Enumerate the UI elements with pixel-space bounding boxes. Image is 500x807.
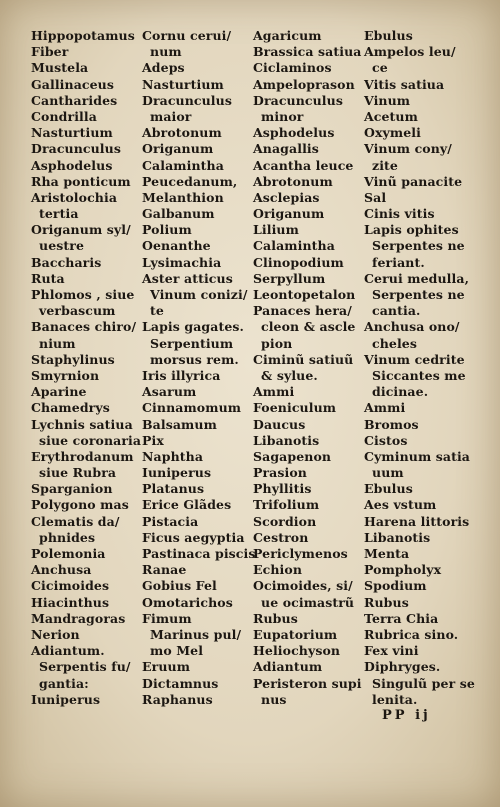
list-entry: zite: [372, 157, 398, 173]
list-entry: Bromos: [364, 416, 419, 432]
list-entry: Dracunculus: [253, 92, 343, 108]
list-entry: Cornu cerui/: [142, 28, 232, 43]
list-entry: feriant.: [372, 254, 425, 270]
list-entry: Ampeloprason: [253, 76, 355, 92]
list-entry: cleon & ascle: [261, 319, 356, 335]
list-entry: Serpyllum: [253, 270, 326, 286]
list-entry: Galbanum: [142, 206, 215, 222]
list-entry: Anchusa: [31, 562, 92, 578]
list-entry: Cinis vitis: [364, 206, 435, 222]
list-entry: Dracunculus: [142, 92, 232, 108]
list-entry: Melanthion: [142, 189, 224, 205]
list-entry: Serpentis fu/: [39, 659, 131, 675]
list-entry: Cinnamomum: [142, 400, 242, 416]
list-entry: siue coronaria: [39, 432, 142, 448]
list-entry: Rubus: [364, 594, 409, 610]
list-entry: ue ocimastrũ: [261, 594, 355, 610]
list-entry: Origanum: [253, 206, 325, 222]
list-entry: Polygono mas: [31, 497, 129, 513]
list-entry: Diphryges.: [364, 659, 441, 675]
list-entry: Vinum cony/: [364, 141, 452, 157]
list-entry: Pastinaca piscis: [142, 546, 256, 561]
list-entry: Phlomos , siue: [31, 287, 135, 302]
list-entry: Baccharis: [31, 254, 102, 270]
list-entry: Foeniculum: [253, 400, 337, 416]
list-entry: phnides: [39, 529, 96, 545]
list-entry: Nasturtium: [142, 76, 224, 92]
list-entry: Sagapenon: [253, 448, 332, 464]
list-entry: Ciclaminos: [253, 60, 332, 76]
list-entry: Peristeron supi: [253, 675, 362, 691]
list-entry: Serpentes ne: [372, 238, 465, 254]
list-entry: Rha ponticum: [31, 173, 131, 189]
list-entry: Siccantes me: [372, 367, 466, 383]
list-entry: Clematis da/: [31, 513, 120, 529]
list-entry: Iris illyrica: [142, 367, 221, 383]
list-entry: lenita.: [372, 691, 418, 707]
column-1: [31, 28, 142, 708]
list-entry: Mustela: [31, 60, 89, 76]
list-entry: Anchusa ono/: [364, 319, 460, 335]
list-entry: Gallinaceus: [31, 76, 114, 92]
list-entry: Prasion: [253, 465, 307, 481]
list-entry: Ciminũ satiuũ: [253, 351, 354, 367]
list-entry: Serpentes ne: [372, 287, 465, 302]
list-entry: Mandragoras: [31, 610, 126, 626]
list-entry: Ruta: [31, 270, 65, 286]
list-entry: uum: [372, 465, 404, 481]
list-entry: Rubrica sino.: [364, 626, 459, 642]
list-entry: cheles: [372, 335, 417, 351]
list-entry: Aparine: [31, 384, 87, 400]
list-entry: Lapis gagates.: [142, 319, 244, 335]
list-entry: Rubus: [253, 610, 298, 626]
signature-mark: PP ij: [382, 708, 431, 723]
list-entry: Abrotonum: [253, 173, 333, 189]
list-entry: gantia:: [39, 675, 89, 691]
list-entry: Lapis ophites: [364, 222, 459, 238]
list-entry: Asarum: [142, 384, 197, 400]
list-entry: Smyrnion: [31, 367, 100, 383]
list-entry: Abrotonum: [142, 125, 222, 141]
list-entry: Lysimachia: [142, 254, 222, 270]
list-entry: Clinopodium: [253, 254, 344, 270]
list-entry: Libanotis: [364, 529, 431, 545]
list-entry: Aristolochia: [31, 189, 118, 205]
list-entry: Cerui medulla,: [364, 270, 470, 286]
list-entry: Peucedanum,: [142, 173, 238, 189]
list-entry: uestre: [39, 238, 84, 254]
list-entry: Nasturtium: [31, 125, 113, 141]
list-entry: Raphanus: [142, 691, 213, 707]
list-entry: Balsamum: [142, 416, 217, 432]
list-entry: Erice Glãdes: [142, 497, 232, 513]
list-entry: Ficus aegyptia: [142, 529, 245, 545]
list-entry: Heliochyson: [253, 643, 341, 659]
list-entry: Panaces hera/: [253, 303, 352, 319]
list-entry: Sal: [364, 189, 387, 205]
list-entry: nium: [39, 335, 76, 351]
list-entry: Menta: [364, 546, 410, 561]
list-entry: Banaces chiro/: [31, 319, 137, 335]
list-entry: num: [150, 44, 182, 60]
list-entry: Adiantum.: [31, 643, 105, 659]
list-entry: pion: [261, 335, 293, 351]
list-entry: siue Rubra: [39, 465, 117, 481]
list-entry: dicinae.: [372, 384, 429, 400]
list-entry: Anagallis: [253, 141, 319, 157]
list-entry: Fimum: [142, 610, 192, 626]
list-entry: Asphodelus: [253, 125, 335, 141]
list-entry: Polemonia: [31, 546, 106, 561]
list-entry: minor: [261, 108, 304, 124]
list-entry: Platanus: [142, 481, 205, 497]
list-entry: Eupatorium: [253, 626, 338, 642]
list-entry: Sparganion: [31, 481, 113, 497]
list-entry: Iuniperus: [31, 691, 101, 707]
list-entry: Echion: [253, 562, 303, 578]
list-entry: Origanum syl/: [31, 222, 131, 238]
list-entry: Daucus: [253, 416, 306, 432]
list-entry: Asclepias: [253, 189, 320, 205]
list-entry: Oenanthe: [142, 238, 211, 254]
list-entry: Harena littoris: [364, 513, 470, 529]
list-entry: Gobius Fel: [142, 578, 217, 594]
list-entry: Ammi: [253, 384, 295, 400]
list-entry: Cyminum satia: [364, 448, 470, 464]
list-entry: Serpentium: [150, 335, 234, 351]
list-entry: Acetum: [364, 108, 418, 124]
list-entry: Fiber: [31, 44, 69, 60]
list-entry: Cicimoides: [31, 578, 110, 594]
list-entry: Hippopotamus: [31, 28, 135, 43]
list-entry: Naphtha: [142, 448, 204, 464]
list-entry: Dictamnus: [142, 675, 219, 691]
list-entry: Lilium: [253, 222, 299, 238]
list-entry: Calamintha: [253, 238, 335, 254]
list-entry: Staphylinus: [31, 351, 115, 367]
list-entry: ce: [372, 60, 388, 76]
list-entry: Omotarichos: [142, 594, 233, 610]
list-entry: Pix: [142, 432, 164, 448]
column-4: [364, 28, 476, 708]
list-entry: nus: [261, 691, 287, 707]
list-entry: Fex vini: [364, 643, 419, 659]
list-entry: Cantharides: [31, 92, 118, 108]
list-entry: Asphodelus: [31, 157, 113, 173]
list-entry: Hiacinthus: [31, 594, 110, 610]
list-entry: Vinũ panacite: [364, 173, 463, 189]
list-entry: Origanum: [142, 141, 214, 157]
list-entry: verbascum: [39, 303, 116, 319]
list-entry: Periclymenos: [253, 546, 348, 561]
list-entry: Terra Chia: [364, 610, 439, 626]
list-entry: Marinus pul/: [150, 626, 242, 642]
list-entry: Oxymeli: [364, 125, 421, 141]
list-entry: Adiantum: [253, 659, 323, 675]
list-entry: Ebulus: [364, 481, 413, 497]
list-entry: Nerion: [31, 626, 80, 642]
column-3: [253, 28, 365, 708]
list-entry: Aes vstum: [364, 497, 437, 513]
list-entry: Pompholyx: [364, 562, 442, 578]
list-entry: Spodium: [364, 578, 427, 594]
list-entry: maior: [150, 108, 192, 124]
list-entry: mo Mel: [150, 643, 204, 659]
list-entry: Cestron: [253, 529, 309, 545]
list-entry: Erythrodanum: [31, 448, 134, 464]
list-entry: Libanotis: [253, 432, 320, 448]
list-entry: Iuniperus: [142, 465, 212, 481]
list-entry: Chamedrys: [31, 400, 110, 416]
list-entry: Condrilla: [31, 108, 97, 124]
list-entry: Brassica satiua: [253, 44, 362, 60]
list-entry: Vinum conizi/: [150, 287, 248, 302]
list-entry: Pistacia: [142, 513, 199, 529]
list-entry: Phyllitis: [253, 481, 312, 497]
list-entry: Aster atticus: [142, 270, 233, 286]
list-entry: Leontopetalon: [253, 287, 356, 302]
list-entry: Agaricum: [253, 28, 322, 43]
list-entry: Ebulus: [364, 28, 413, 43]
list-entry: Ocimoides, si/: [253, 578, 353, 594]
list-entry: Ammi: [364, 400, 406, 416]
list-entry: Lychnis satiua: [31, 416, 133, 432]
list-entry: Trifolium: [253, 497, 320, 513]
list-entry: Scordion: [253, 513, 317, 529]
list-entry: Vinum: [364, 92, 411, 108]
list-entry: Ampelos leu/: [364, 44, 456, 60]
list-entry: Polium: [142, 222, 192, 238]
list-entry: Acantha leuce: [253, 157, 354, 173]
list-entry: Calamintha: [142, 157, 224, 173]
list-entry: morsus rem.: [150, 351, 239, 367]
list-entry: cantia.: [372, 303, 421, 319]
list-entry: te: [150, 303, 164, 319]
list-entry: & sylue.: [261, 367, 318, 383]
list-entry: Eruum: [142, 659, 191, 675]
column-2: [142, 28, 254, 708]
list-entry: Cistos: [364, 432, 408, 448]
list-entry: Vitis satiua: [364, 76, 445, 92]
list-entry: Ranae: [142, 562, 187, 578]
list-entry: Adeps: [142, 60, 185, 76]
list-entry: Dracunculus: [31, 141, 121, 157]
list-entry: tertia: [39, 206, 79, 222]
list-entry: Singulũ per se: [372, 675, 475, 691]
list-entry: Vinum cedrite: [364, 351, 465, 367]
